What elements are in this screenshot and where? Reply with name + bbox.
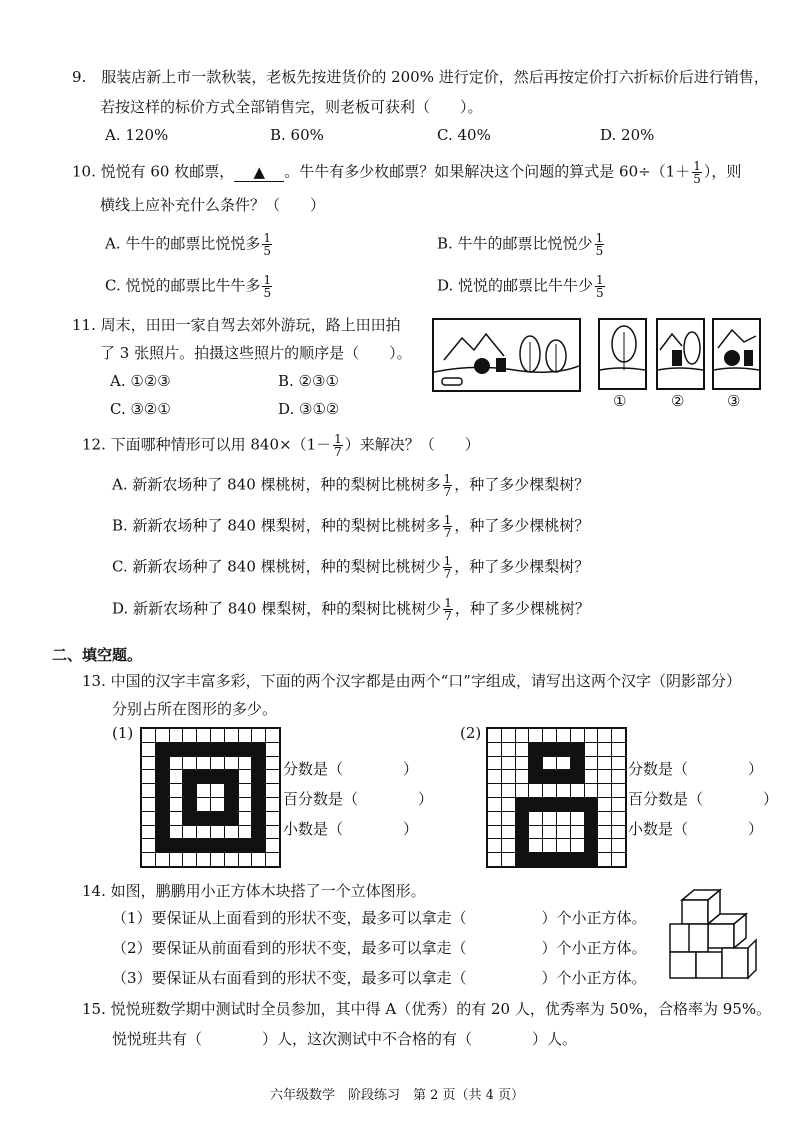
grid-cell xyxy=(266,770,279,783)
grid-cell xyxy=(502,839,515,852)
grid-cell xyxy=(266,757,279,770)
grid-cell xyxy=(516,839,529,852)
q10-stem-line2: 横线上应补充什么条件？（ ） xyxy=(100,196,326,214)
q12-option-b: B. 新新农场种了 840 棵梨树，种的梨树比桃树多 $\frac{1}{7}$ ，种了多少棵桃树？ xyxy=(112,513,590,540)
grid-cell xyxy=(488,853,501,866)
grid-cell xyxy=(557,729,570,742)
photo-3-label: ③ xyxy=(727,392,741,410)
q11-option-b: B. ②③① xyxy=(278,372,339,390)
grid-cell xyxy=(156,757,169,770)
grid-cell xyxy=(529,743,542,756)
grid-cell xyxy=(197,743,210,756)
q9-option-d: D. 20% xyxy=(600,126,655,144)
grid-cell xyxy=(142,729,155,742)
grid-cell xyxy=(557,839,570,852)
grid-cell xyxy=(488,743,501,756)
grid-cell xyxy=(488,770,501,783)
grid-cell xyxy=(197,812,210,825)
grid-cell xyxy=(266,743,279,756)
grid-cell xyxy=(557,798,570,811)
grid-cell xyxy=(557,784,570,797)
q12-stem: 12. 下面哪种情形可以用 840×（1－ $\frac{1}{7}$ ）来解决？（ ） xyxy=(82,432,480,459)
grid-cell xyxy=(239,839,252,852)
grid-cell xyxy=(170,853,183,866)
grid-cell xyxy=(529,784,542,797)
grid-cell xyxy=(571,812,584,825)
grid-cell xyxy=(239,812,252,825)
grid-cell xyxy=(266,839,279,852)
grid-cell xyxy=(571,826,584,839)
grid-cell xyxy=(571,743,584,756)
grid-cell xyxy=(197,826,210,839)
grid-cell xyxy=(197,770,210,783)
section-2-title: 二、填空题。 xyxy=(52,646,143,664)
grid-cell xyxy=(612,757,625,770)
grid-cell xyxy=(529,729,542,742)
grid-cell xyxy=(502,826,515,839)
grid-cell xyxy=(156,853,169,866)
grid-cell xyxy=(252,839,265,852)
grid-cell xyxy=(252,729,265,742)
grid-cell xyxy=(529,757,542,770)
grid-cell xyxy=(585,826,598,839)
grid-cell xyxy=(543,743,556,756)
grid-cell xyxy=(183,853,196,866)
grid-cell xyxy=(225,826,238,839)
grid-cell xyxy=(239,798,252,811)
grid-cell xyxy=(516,784,529,797)
grid-cell xyxy=(239,729,252,742)
grid-cell xyxy=(142,798,155,811)
photo-3 xyxy=(712,318,761,390)
grid-cell xyxy=(488,798,501,811)
grid-cell xyxy=(516,812,529,825)
grid-cell xyxy=(557,853,570,866)
grid-cell xyxy=(170,784,183,797)
grid-cell xyxy=(516,826,529,839)
grid-cell xyxy=(197,798,210,811)
grid-cell xyxy=(529,812,542,825)
q12-stem-fraction: $\frac{1}{7}$ xyxy=(334,432,342,459)
grid-cell xyxy=(225,729,238,742)
q13-label-1: (1) xyxy=(112,724,134,742)
mountain-bush-icon xyxy=(714,320,759,388)
landscape-icon xyxy=(434,320,579,390)
grid-cell xyxy=(211,757,224,770)
grid-cell xyxy=(252,770,265,783)
grid-cell xyxy=(252,853,265,866)
q13-2-decimal-blank: 小数是（ ） xyxy=(628,820,764,838)
grid-cell xyxy=(571,729,584,742)
grid-cell xyxy=(543,812,556,825)
q11-option-c: C. ③②① xyxy=(110,400,171,418)
grid-cell xyxy=(502,770,515,783)
grid-cell xyxy=(225,784,238,797)
grid-cell xyxy=(197,839,210,852)
q9-option-a: A. 120% xyxy=(105,126,169,144)
grid-cell xyxy=(543,770,556,783)
grid-cell xyxy=(225,839,238,852)
grid-cell xyxy=(557,826,570,839)
q10-option-d: D. 悦悦的邮票比牛牛少 $\frac{1}{5}$ xyxy=(437,273,604,300)
q13-1-decimal-blank: 小数是（ ） xyxy=(283,820,419,838)
grid-cell xyxy=(225,812,238,825)
grid-cell xyxy=(183,757,196,770)
grid-cell xyxy=(183,798,196,811)
grid-cell xyxy=(543,826,556,839)
grid-cell xyxy=(239,826,252,839)
grid-cell xyxy=(266,812,279,825)
grid-cell xyxy=(156,826,169,839)
q9-option-b: B. 60% xyxy=(270,126,324,144)
grid-cell xyxy=(211,743,224,756)
grid-cell xyxy=(142,826,155,839)
grid-cell xyxy=(156,784,169,797)
grid-cell xyxy=(585,798,598,811)
grid-cell xyxy=(598,853,611,866)
grid-cell xyxy=(252,798,265,811)
grid-cell xyxy=(197,784,210,797)
grid-cell xyxy=(211,839,224,852)
photo-2 xyxy=(656,318,705,390)
grid-cell xyxy=(585,729,598,742)
grid-cell xyxy=(557,770,570,783)
grid-cell xyxy=(156,770,169,783)
grid-cell xyxy=(488,812,501,825)
grid-cell xyxy=(266,798,279,811)
q9-stem-line2: 若按这样的标价方式全部销售完，则老板可获利（ ）。 xyxy=(100,98,483,116)
grid-cell xyxy=(571,853,584,866)
mountain-house-icon xyxy=(658,320,703,388)
q15-stem-line1: 15. 悦悦班数学期中测试时全员参加，其中得 A（优秀）的有 20 人，优秀率为 50%，合格率为 95%。 xyxy=(82,1000,772,1018)
grid-cell xyxy=(529,853,542,866)
grid-cell xyxy=(598,784,611,797)
grid-cell xyxy=(266,853,279,866)
grid-cell xyxy=(612,784,625,797)
grid-cell xyxy=(516,770,529,783)
grid-cell xyxy=(156,812,169,825)
grid-cell xyxy=(266,729,279,742)
grid-cell xyxy=(183,826,196,839)
grid-cell xyxy=(211,853,224,866)
q14-item-2: （2）要保证从前面看到的形状不变，最多可以拿走（ ）个小正方体。 xyxy=(112,939,647,957)
grid-cell xyxy=(571,757,584,770)
photo-2-label: ② xyxy=(671,392,685,410)
q14-item-3: （3）要保证从右面看到的形状不变，最多可以拿走（ ）个小正方体。 xyxy=(112,969,647,987)
grid-cell xyxy=(571,839,584,852)
grid-cell xyxy=(156,743,169,756)
grid-cell xyxy=(585,770,598,783)
grid-cell xyxy=(598,826,611,839)
grid-cell xyxy=(502,798,515,811)
grid-cell xyxy=(211,798,224,811)
q14-stem: 14. 如图，鹏鹏用小正方体木块搭了一个立体图形。 xyxy=(82,882,426,900)
q13-1-percent-blank: 百分数是（ ） xyxy=(283,790,434,808)
q9-option-c: C. 40% xyxy=(437,126,491,144)
grid-cell xyxy=(183,770,196,783)
q13-label-2: (2) xyxy=(460,724,482,742)
grid-cell xyxy=(529,826,542,839)
grid-cell xyxy=(183,784,196,797)
grid-cell xyxy=(529,770,542,783)
photo-1 xyxy=(598,318,647,390)
grid-cell xyxy=(170,757,183,770)
grid-cell xyxy=(571,798,584,811)
grid-cell xyxy=(211,826,224,839)
grid-cell xyxy=(612,839,625,852)
grid-cell xyxy=(612,729,625,742)
grid-cell xyxy=(516,743,529,756)
q13-stem-line2: 分别占所在图形的多少。 xyxy=(112,700,278,718)
q9-stem-line1: 9. 服装店新上市一款秋装，老板先按进货价的 200% 进行定价，然后再按定价打六折标价后进行销售， xyxy=(72,68,769,86)
grid-cell xyxy=(170,770,183,783)
grid-cell xyxy=(598,757,611,770)
grid-cell xyxy=(211,812,224,825)
grid-cell xyxy=(529,839,542,852)
grid-cell xyxy=(585,757,598,770)
grid-cell xyxy=(252,826,265,839)
grid-cell xyxy=(197,729,210,742)
grid-cell xyxy=(170,798,183,811)
grid-cell xyxy=(612,743,625,756)
grid-cell xyxy=(156,798,169,811)
grid-cell xyxy=(142,812,155,825)
grid-cell xyxy=(585,853,598,866)
grid-cell xyxy=(488,826,501,839)
q13-grid-2 xyxy=(486,727,627,868)
grid-cell xyxy=(183,729,196,742)
q13-2-percent-blank: 百分数是（ ） xyxy=(628,790,779,808)
grid-cell xyxy=(571,784,584,797)
grid-cell xyxy=(252,784,265,797)
grid-cell xyxy=(488,729,501,742)
grid-cell xyxy=(598,839,611,852)
grid-cell xyxy=(598,770,611,783)
grid-cell xyxy=(266,826,279,839)
grid-cell xyxy=(516,853,529,866)
grid-cell xyxy=(211,729,224,742)
grid-cell xyxy=(543,729,556,742)
grid-cell xyxy=(585,812,598,825)
q15-stem-line2: 悦悦班共有（ ）人，这次测试中不合格的有（ ）人。 xyxy=(112,1030,578,1048)
grid-cell xyxy=(183,839,196,852)
page-footer: 六年级数学 阶段练习 第 2 页（共 4 页） xyxy=(269,1088,525,1103)
q10-stem-fraction: $\frac{1}{5}$ xyxy=(693,159,701,186)
grid-cell xyxy=(142,757,155,770)
q11-stem-line2: 了 3 张照片。拍摄这些照片的顺序是（ ）。 xyxy=(100,344,412,362)
grid-cell xyxy=(502,757,515,770)
grid-cell xyxy=(183,812,196,825)
q10-option-a: A. 牛牛的邮票比悦悦多 $\frac{1}{5}$ xyxy=(105,231,272,258)
grid-cell xyxy=(557,757,570,770)
q13-grid-1 xyxy=(140,727,281,868)
grid-cell xyxy=(239,743,252,756)
q14-item-1: （1）要保证从上面看到的形状不变，最多可以拿走（ ）个小正方体。 xyxy=(112,909,647,927)
grid-cell xyxy=(239,770,252,783)
grid-cell xyxy=(571,770,584,783)
grid-cell xyxy=(598,812,611,825)
grid-cell xyxy=(585,784,598,797)
grid-cell xyxy=(502,812,515,825)
grid-cell xyxy=(225,743,238,756)
photo-1-label: ① xyxy=(613,392,627,410)
grid-cell xyxy=(502,729,515,742)
q12-option-d: D. 新新农场种了 840 棵梨树，种的梨树比桃树少 $\frac{1}{7}$ ，种了多少棵桃树？ xyxy=(112,596,590,623)
q11-option-a: A. ①②③ xyxy=(110,372,171,390)
grid-cell xyxy=(142,784,155,797)
grid-cell xyxy=(543,784,556,797)
grid-cell xyxy=(612,812,625,825)
grid-cell xyxy=(612,826,625,839)
grid-cell xyxy=(516,798,529,811)
grid-cell xyxy=(557,812,570,825)
grid-cell xyxy=(516,757,529,770)
grid-cell xyxy=(225,798,238,811)
grid-cell xyxy=(529,798,542,811)
grid-cell xyxy=(225,757,238,770)
grid-cell xyxy=(502,853,515,866)
grid-cell xyxy=(543,757,556,770)
q11-stem-line1: 11. 周末，田田一家自驾去郊外游玩，路上田田拍 xyxy=(72,316,401,334)
grid-cell xyxy=(612,853,625,866)
q13-1-fraction-blank: 分数是（ ） xyxy=(283,760,419,778)
grid-cell xyxy=(612,798,625,811)
grid-cell xyxy=(543,798,556,811)
grid-cell xyxy=(598,729,611,742)
q10-option-c: C. 悦悦的邮票比牛牛多 $\frac{1}{5}$ xyxy=(105,273,272,300)
grid-cell xyxy=(225,853,238,866)
q11-option-d: D. ③①② xyxy=(278,400,340,418)
grid-cell xyxy=(252,757,265,770)
grid-cell xyxy=(170,743,183,756)
q13-2-fraction-blank: 分数是（ ） xyxy=(628,760,764,778)
grid-cell xyxy=(488,757,501,770)
grid-cell xyxy=(266,784,279,797)
grid-cell xyxy=(142,839,155,852)
grid-cell xyxy=(197,757,210,770)
grid-cell xyxy=(502,784,515,797)
grid-cell xyxy=(239,757,252,770)
q10-option-b: B. 牛牛的邮票比悦悦少 $\frac{1}{5}$ xyxy=(437,231,604,258)
q10-stem-line1: 10. 悦悦有 60 枚邮票， ▲ 。牛牛有多少枚邮票？如果解决这个问题的算式是 60÷（1＋ $\frac{1}{5}$ ），则 xyxy=(72,159,742,186)
grid-cell xyxy=(170,826,183,839)
grid-cell xyxy=(156,729,169,742)
grid-cell xyxy=(239,853,252,866)
grid-cell xyxy=(612,770,625,783)
grid-cell xyxy=(170,812,183,825)
cube-structure-figure xyxy=(660,884,760,994)
grid-cell xyxy=(598,743,611,756)
q13-stem-line1: 13. 中国的汉字丰富多彩，下面的两个汉字都是由两个“口”字组成，请写出这两个汉字（阴影部分） xyxy=(82,672,741,690)
grid-cell xyxy=(488,839,501,852)
grid-cell xyxy=(211,770,224,783)
grid-cell xyxy=(252,743,265,756)
grid-cell xyxy=(557,743,570,756)
grid-cell xyxy=(197,853,210,866)
grid-cell xyxy=(543,853,556,866)
grid-cell xyxy=(239,784,252,797)
grid-cell xyxy=(488,784,501,797)
grid-cell xyxy=(170,729,183,742)
grid-cell xyxy=(142,770,155,783)
q10-blank: ▲ xyxy=(234,163,284,182)
grid-cell xyxy=(211,784,224,797)
q11-panorama-picture xyxy=(432,318,581,392)
grid-cell xyxy=(156,839,169,852)
grid-cell xyxy=(252,812,265,825)
grid-cell xyxy=(142,743,155,756)
grid-cell xyxy=(585,743,598,756)
grid-cell xyxy=(170,839,183,852)
grid-cell xyxy=(543,839,556,852)
grid-cell xyxy=(585,839,598,852)
tree-icon xyxy=(600,320,645,388)
grid-cell xyxy=(598,798,611,811)
grid-cell xyxy=(516,729,529,742)
grid-cell xyxy=(502,743,515,756)
grid-cell xyxy=(142,853,155,866)
grid-cell xyxy=(225,770,238,783)
q12-option-a: A. 新新农场种了 840 棵桃树，种的梨树比桃树多 $\frac{1}{7}$ ，种了多少棵梨树？ xyxy=(112,472,590,499)
grid-cell xyxy=(183,743,196,756)
q12-option-c: C. 新新农场种了 840 棵桃树，种的梨树比桃树少 $\frac{1}{7}$ ，种了多少棵梨树？ xyxy=(112,554,590,581)
